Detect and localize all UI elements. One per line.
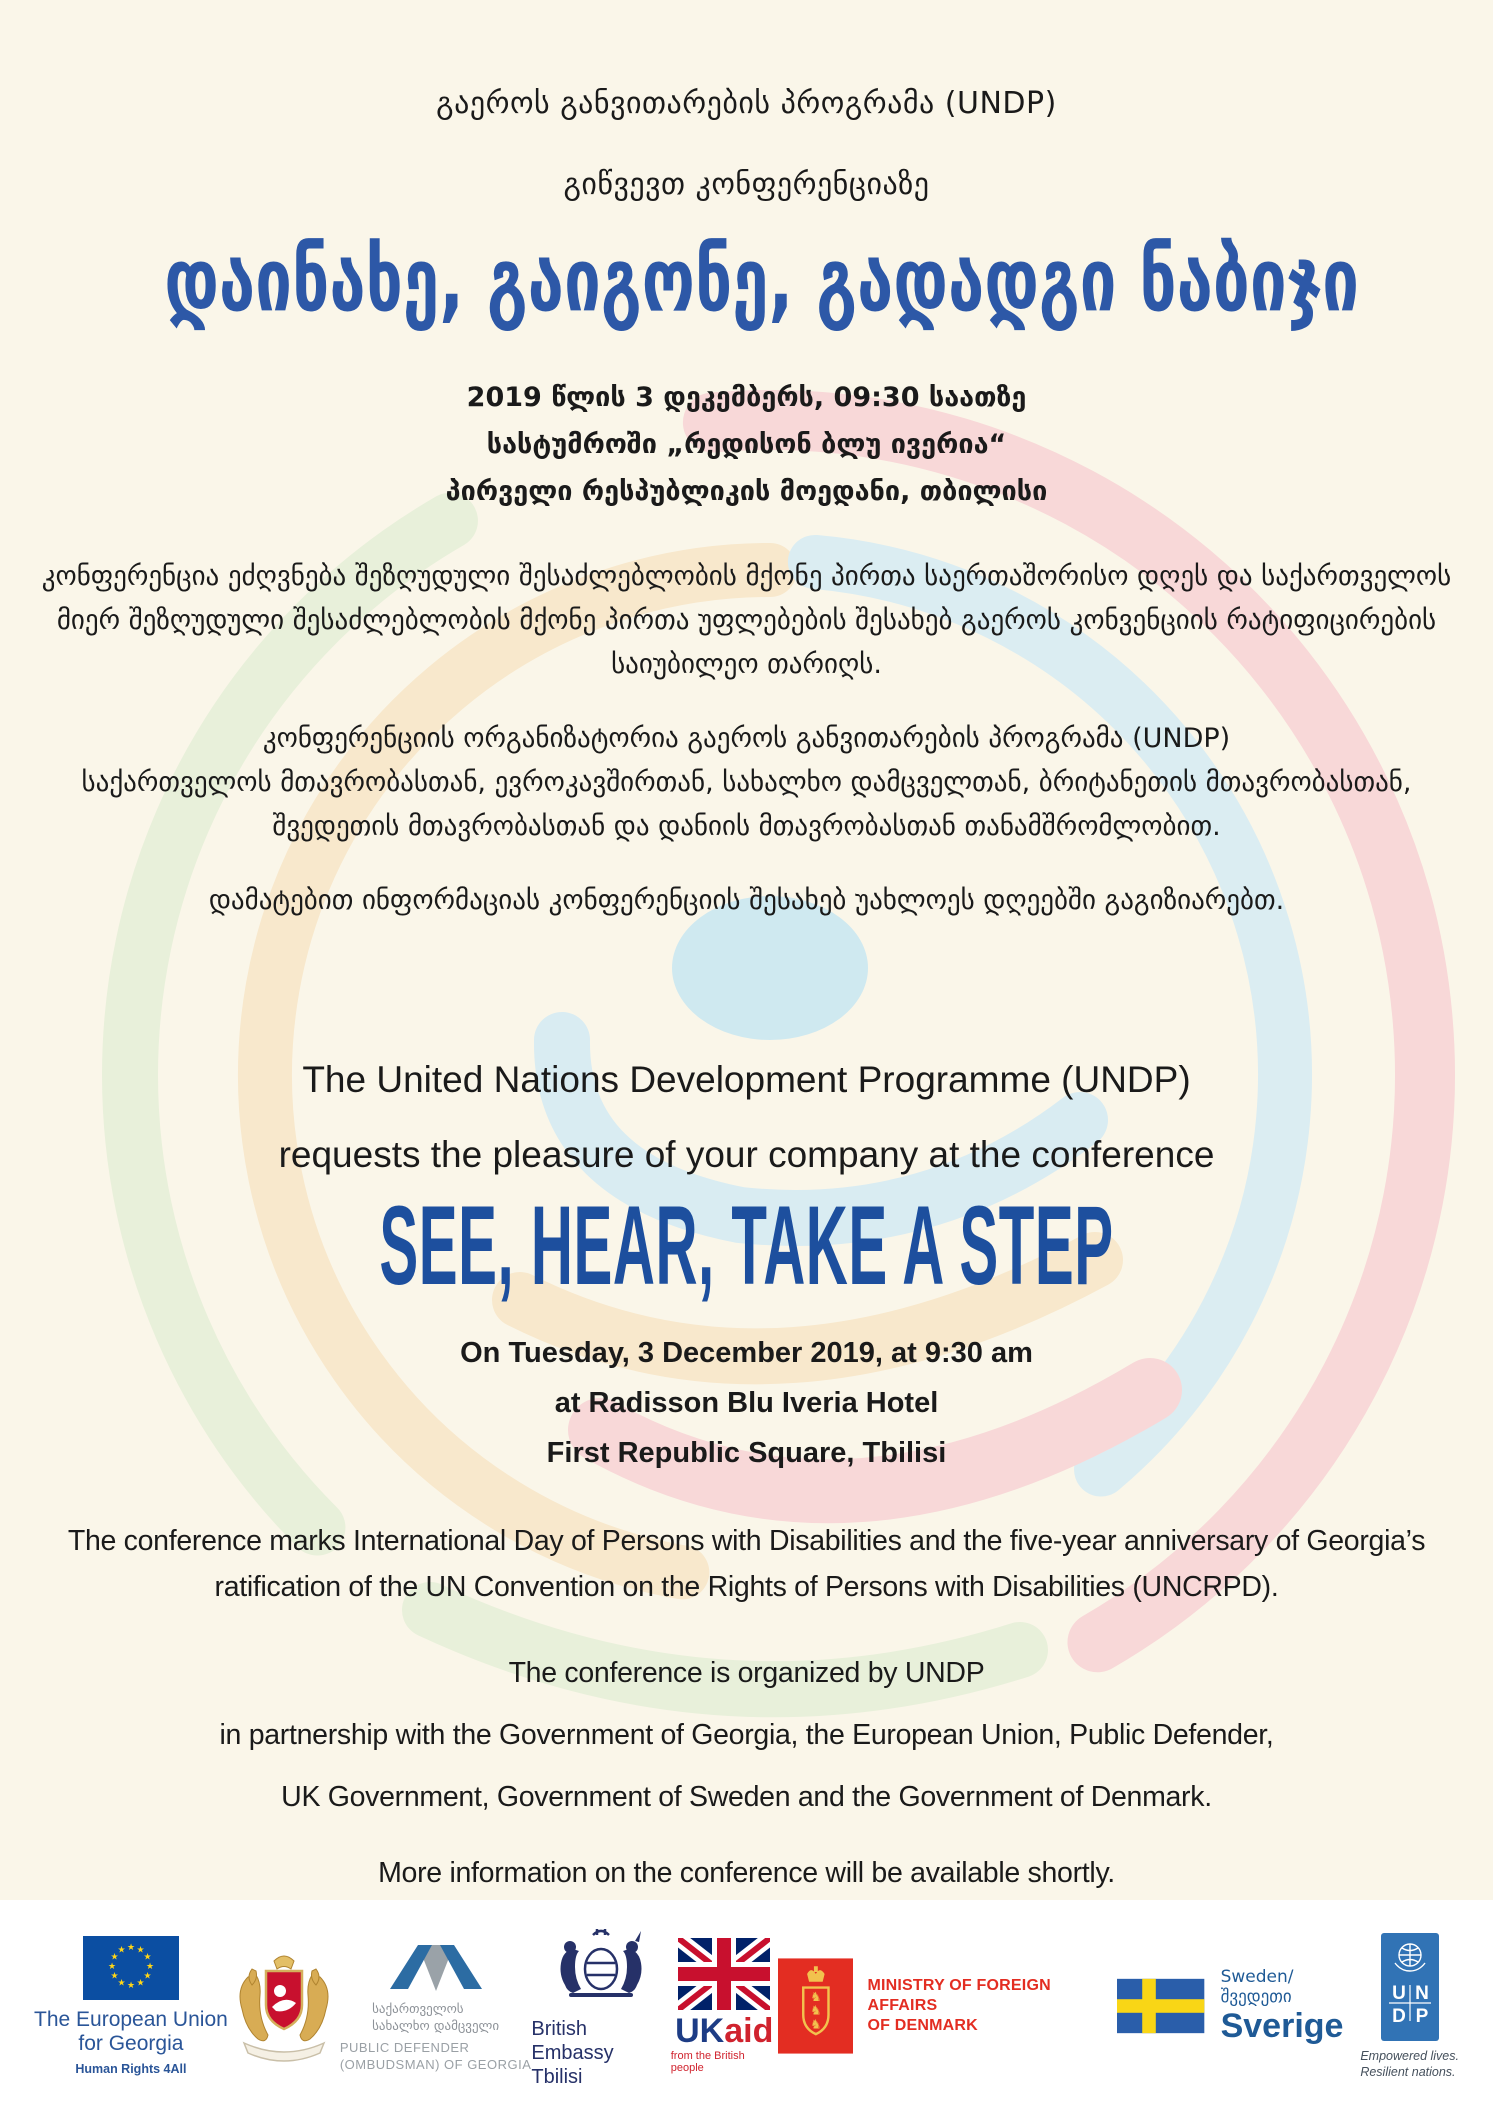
text-line: შვედეთის მთავრობასთან და დანიის მთავრობასთან თანამშრომლობით. [272,811,1221,842]
svg-text:★: ★ [107,1962,116,1972]
english-event-details [0,1328,1493,1478]
text-line: საქართველოს მთავრობასთან, ევროკავშირთან, სახალხო დამცველთან, ბრიტანეთის მთავრობასთან, [81,767,1412,798]
undp-emblem-icon [1381,1933,1439,2041]
svg-text:★: ★ [117,1978,126,1989]
svg-text:★: ★ [110,1971,119,1982]
text-line: (OMBUDSMAN) OF GEORGIA [339,2057,532,2072]
english-organizer-line: The United Nations Development Programme (UNDP) [302,1059,1191,1100]
denmark-crest-icon [778,1957,854,2055]
text-line: More information on the conference will be available shortly. [378,1857,1115,1889]
text-line: in partnership with the Government of Georgia, the European Union, Public Defender, [219,1719,1274,1751]
text-line: Sweden/შვედეთი [1220,1967,1294,2007]
ukaid-wordmark [675,2014,773,2048]
text-line: სახალხო დამცველი [372,2019,500,2034]
svg-text:★: ★ [145,1962,154,1972]
georgia-coat-of-arms-icon [228,1947,340,2065]
georgian-date-line: 2019 წლის 3 დეკემბერს, 09:30 საათზე [466,382,1027,413]
georgian-conference-title: დაინახე, გაიგონე, გადადგი ნაბიჯი [164,228,1360,332]
eu-flag-icon [83,1936,179,2000]
public-defender-logo [340,1939,532,2073]
english-invite-line: requests the pleasure of your company at the conference [278,1134,1215,1175]
ukaid-aid-text: aid [724,2012,774,2050]
svg-text:★: ★ [143,1952,152,1963]
ukaid-tagline: from the British people [670,2050,745,2074]
text-line: Resilient nations. [1360,2064,1456,2079]
ukaid-uk-text: UK [675,2012,725,2050]
english-venue-line: at Radisson Blu Iveria Hotel [554,1387,939,1419]
svg-text:★: ★ [110,1952,119,1963]
text-line: დამატებით ინფორმაციას კონფერენციის შესახებ უახლოეს დღეებში გაგიზიარებთ. [208,885,1285,916]
text-line: კონფერენციის ორგანიზატორია გაეროს განვითარების პროგრამა (UNDP) [262,723,1231,754]
georgian-paragraph-1 [0,555,1493,687]
svg-text:★: ★ [126,1981,135,1991]
text-line: Tbilisi [531,2066,583,2088]
eu-logo-text: for Georgia [78,2032,184,2055]
text-line: MINISTRY OF FOREIGN AFFAIRS [867,1977,1051,2014]
public-defender-georgian-text [372,2001,499,2035]
svg-text:♞: ♞ [809,2002,822,2018]
union-jack-icon [678,1938,770,2010]
georgian-paragraph-2 [0,717,1493,849]
text-line: The conference marks International Day of Persons with Disabilities and the five-year anniversary of Georgia’s [67,1525,1426,1557]
english-address-line: First Republic Square, Tbilisi [546,1437,947,1469]
text-line: OF DENMARK [867,2017,978,2034]
text-line: Empowered lives. [1360,2048,1459,2063]
english-date-line: On Tuesday, 3 December 2019, at 9:30 am [460,1337,1033,1369]
georgian-address-line: პირველი რესპუბლიკის მოედანი, თბილისი [445,476,1048,507]
text-line: საიუბილეო თარიღს. [611,649,882,680]
svg-text:★: ★ [143,1971,152,1982]
georgian-paragraph-3 [0,879,1493,923]
svg-text:D: D [1391,2005,1406,2027]
sweden-flag-icon [1117,1978,1204,2034]
eu-logo-text: The European Union [34,2008,228,2031]
georgian-organizer-line: გაეროს განვითარების პროგრამა (UNDP) [436,86,1057,121]
english-paragraph-2 [0,1642,1493,1828]
svg-text:U: U [1391,1982,1406,2004]
text-line: საქართველოს [372,2002,464,2017]
text-line: Sverige [1220,2007,1344,2045]
svg-text:★: ★ [136,1945,145,1956]
svg-text:★: ★ [126,1943,135,1953]
undp-tagline [1360,2048,1459,2080]
text-line: The conference is organized by UNDP [508,1657,985,1689]
denmark-mfa-logo [778,1957,1118,2055]
partner-logo-band [0,1900,1493,2112]
sweden-logo [1117,1967,1360,2045]
text-line: British Embassy [531,2018,614,2064]
sweden-text [1221,1967,1361,2045]
denmark-mfa-text [867,1976,1117,2036]
svg-text:♞: ♞ [809,1989,822,2005]
georgian-event-details [0,374,1493,515]
eu-logo-tagline: Human Rights 4All [75,2062,187,2076]
royal-coat-of-arms-icon [543,1923,659,2009]
english-paragraph-3 [0,1850,1493,1896]
svg-text:P: P [1415,2005,1428,2027]
georgian-venue-line: სასტუმროში „რედისონ ბლუ ივერია“ [486,429,1007,460]
undp-logo [1360,1933,1459,2080]
english-conference-title: SEE, HEAR, TAKE A STEP [379,1183,1114,1308]
eu-for-georgia-logo [34,1936,228,2076]
text-line: მიერ შეზღუდული შესაძლებლობის მქონე პირთა უფლებების შესახებ გაეროს კონვენციის რატიფიცირების [56,605,1437,636]
text-line: PUBLIC DEFENDER [339,2040,470,2055]
ukaid-logo [671,1938,778,2074]
british-embassy-logo [531,1923,670,2089]
text-line: UK Government, Government of Sweden and the Government of Denmark. [281,1781,1212,1813]
text-line: ratification of the UN Convention on the Rights of Persons with Disabilities (UNCRPD). [214,1571,1279,1603]
british-embassy-text [531,2017,670,2089]
georgia-coat-of-arms-logo [228,1947,340,2065]
svg-text:♞: ♞ [809,2016,822,2032]
public-defender-emblem-icon [388,1939,484,1993]
public-defender-english-text [340,2039,532,2073]
text-line: კონფერენცია ეძღვნება შეზღუდული შესაძლებლობის მქონე პირთა საერთაშორისო დღეს და საქართველოს [41,561,1452,592]
svg-text:★: ★ [117,1945,126,1956]
svg-text:N: N [1414,1982,1429,2004]
svg-text:★: ★ [136,1978,145,1989]
georgian-invite-line: გიწვევთ კონფერენციაზე [563,167,930,202]
english-paragraph-1 [0,1518,1493,1610]
